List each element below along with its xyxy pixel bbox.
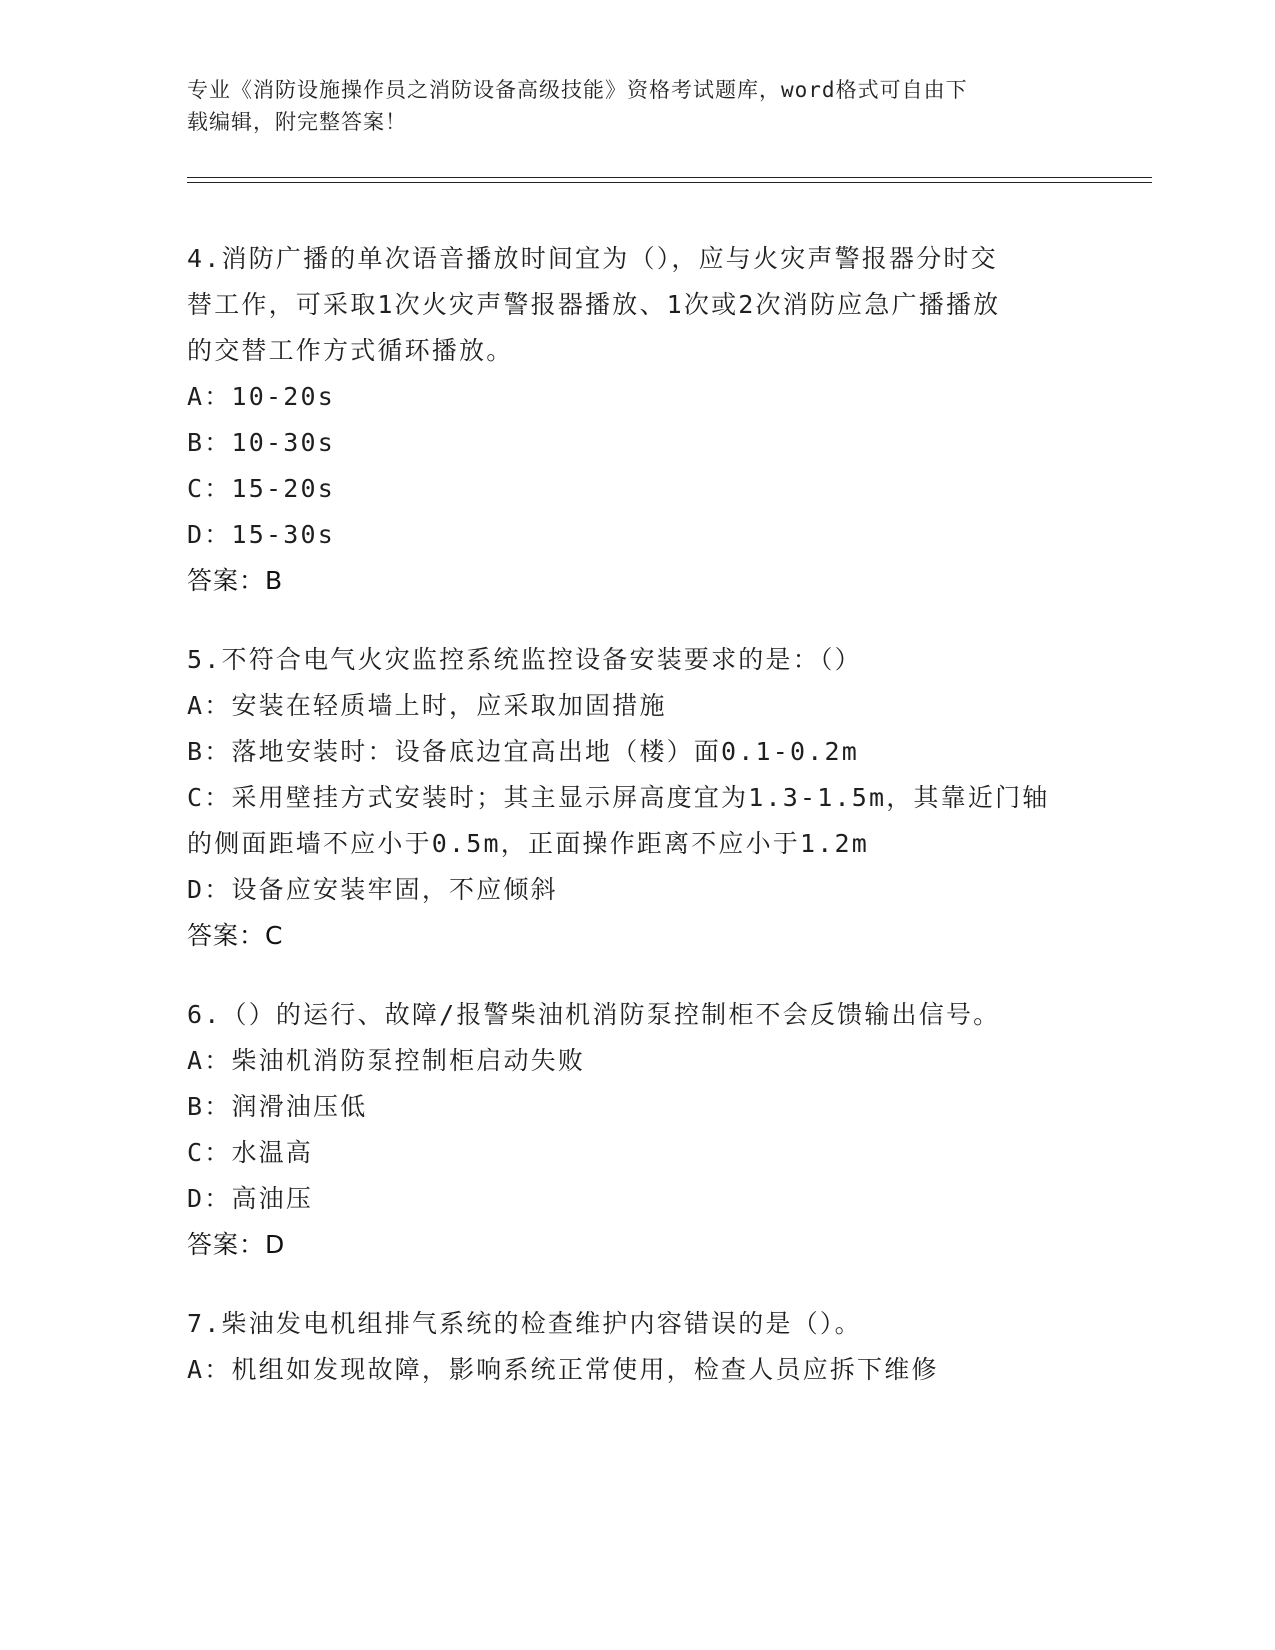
answer: 答案：C [187,921,284,950]
question-stem: 的交替工作方式循环播放。 [187,336,514,365]
option-c: C：水温高 [187,1138,314,1167]
header-divider-top [187,177,1152,178]
answer: 答案：B [187,566,284,595]
option-a: A：柴油机消防泵控制柜启动失败 [187,1046,586,1075]
question-list [187,236,1087,1426]
header-divider-bottom [187,182,1152,183]
option-c-continued: 的侧面距墙不应小于0.5m，正面操作距离不应小于1.2m [187,829,870,858]
option-a: A：机组如发现故障，影响系统正常使用，检查人员应拆下维修 [187,1355,939,1384]
answer: 答案：D [187,1230,286,1259]
question-5 [187,637,1087,959]
option-d: D：设备应安装牢固，不应倾斜 [187,875,558,904]
option-c: C：采用壁挂方式安装时；其主显示屏高度宜为1.3-1.5m，其靠近门轴 [187,783,1050,812]
header-line-2: 载编辑，附完整答案！ [187,110,407,134]
question-stem: 替工作，可采取1次火灾声警报器播放、1次或2次消防应急广播播放 [187,290,1001,319]
option-d: D：高油压 [187,1184,314,1213]
header-line-1: 专业《消防设施操作员之消防设备高级技能》资格考试题库，word格式可自由下 [187,78,968,102]
question-stem: 5.不符合电气火灾监控系统监控设备安装要求的是：（） [187,645,862,674]
question-7 [187,1301,1087,1393]
question-stem: 4.消防广播的单次语音播放时间宜为（），应与火灾声警报器分时交 [187,244,998,273]
option-c: C：15-20s [187,474,335,503]
question-stem: 7.柴油发电机组排气系统的检查维护内容错误的是（）。 [187,1309,862,1338]
option-a: A：安装在轻质墙上时，应采取加固措施 [187,691,667,720]
question-stem: 6.（）的运行、故障/报警柴油机消防泵控制柜不会反馈输出信号。 [187,1000,1001,1029]
option-b: B：润滑油压低 [187,1092,368,1121]
document-header [187,74,1087,138]
question-4 [187,236,1087,604]
option-b: B：落地安装时：设备底边宜高出地（楼）面0.1-0.2m [187,737,860,766]
option-d: D：15-30s [187,520,335,549]
option-b: B：10-30s [187,428,335,457]
option-a: A：10-20s [187,382,335,411]
question-6 [187,992,1087,1268]
